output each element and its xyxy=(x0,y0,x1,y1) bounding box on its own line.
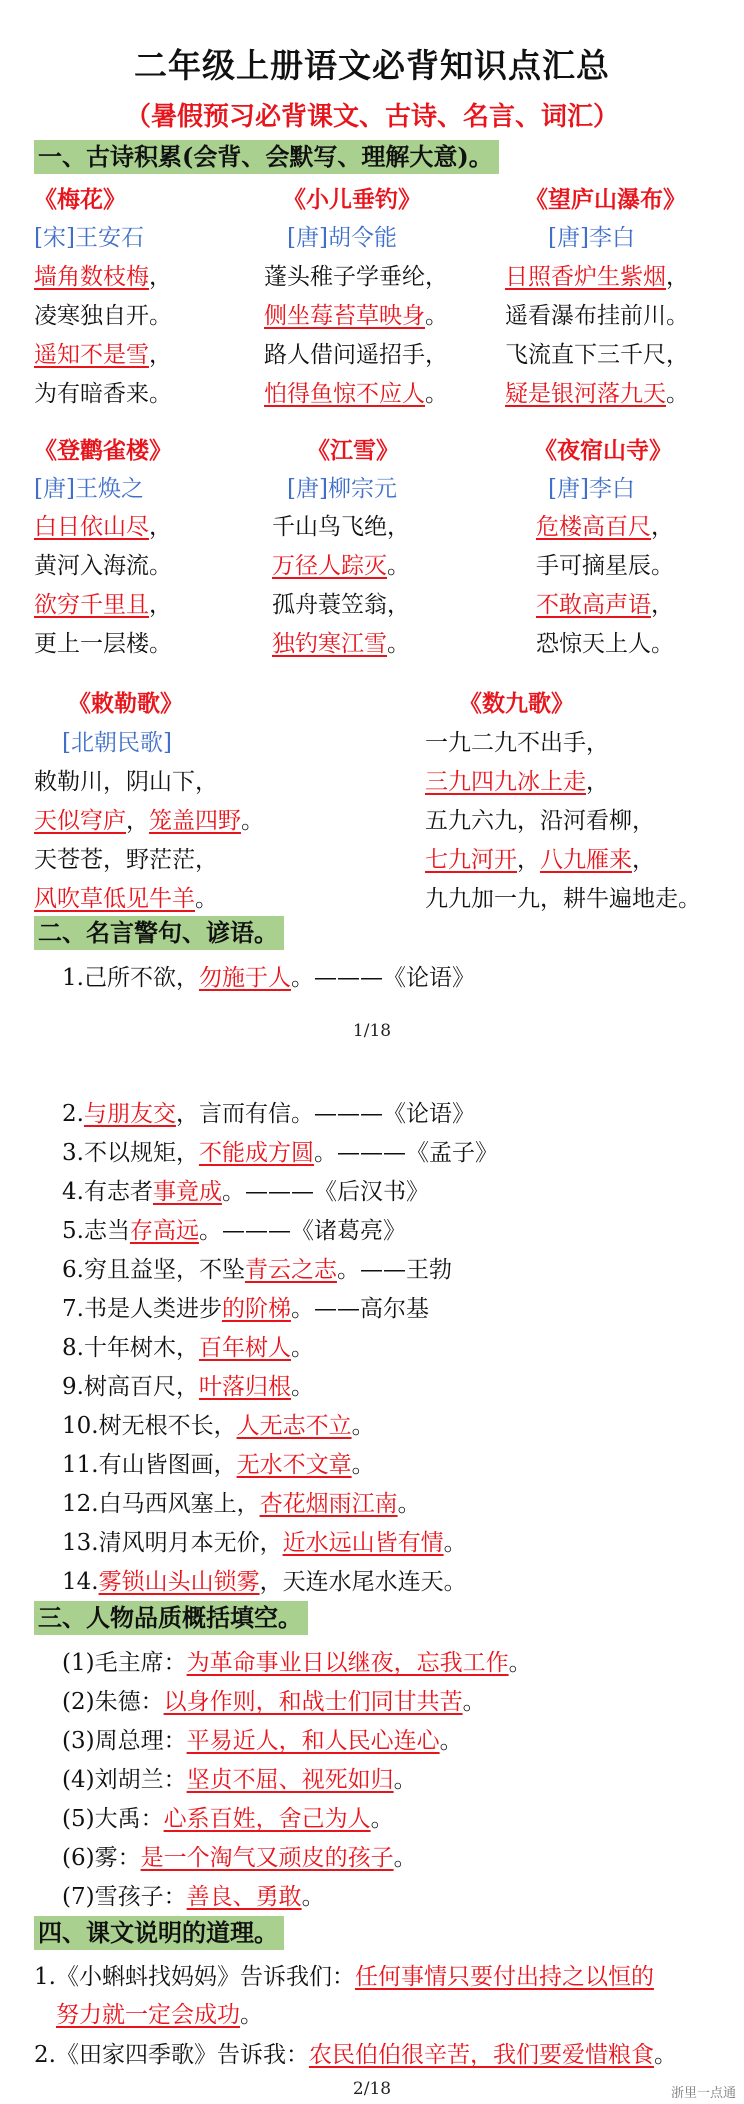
quote-item: 8.十年树木，百年树人。 xyxy=(62,1335,314,1361)
poem-author: [唐]李白 xyxy=(548,476,635,502)
page-title: 二年级上册语文必背知识点汇总 xyxy=(134,46,610,85)
quote-item: 13.清风明月本无价，近水远山皆有情。 xyxy=(62,1530,467,1556)
poem-line: 千山鸟飞绝， xyxy=(272,514,410,540)
poem-line: 孤舟蓑笠翁， xyxy=(272,592,410,618)
poem-line: 疑是银河落九天。 xyxy=(505,381,689,407)
poem-author: [唐]胡令能 xyxy=(287,225,397,251)
poem-title: 《夜宿山寺》 xyxy=(534,437,672,464)
poem-line: 白日依山尽， xyxy=(34,514,172,540)
poem-author: [北朝民歌] xyxy=(62,730,172,756)
quote-item: 1.己所不欲，勿施于人。———《论语》 xyxy=(62,965,475,991)
quote-item: 5.志当存高远。———《诸葛亮》 xyxy=(62,1218,406,1244)
quote-item: 6.穷且益坚，不坠青云之志。——王勃 xyxy=(62,1257,452,1283)
poem-line: 危楼高百尺， xyxy=(536,514,674,540)
person-item: (6)雾：是一个淘气又顽皮的孩子。 xyxy=(62,1845,417,1871)
poem-line: 九九加一九，耕牛遍地走。 xyxy=(425,886,701,912)
poem-title: 《数九歌》 xyxy=(459,690,574,717)
poem-line: 敕勒川，阴山下， xyxy=(34,769,218,795)
quote-item: 9.树高百尺，叶落归根。 xyxy=(62,1374,314,1400)
person-item: (7)雪孩子：善良、勇敢。 xyxy=(62,1884,325,1910)
poem-author: [宋]王安石 xyxy=(34,225,144,251)
person-item: (1)毛主席：为革命事业日以继夜，忘我工作。 xyxy=(62,1650,532,1676)
poem-line: 恐惊天上人。 xyxy=(536,631,674,657)
poem-line: 黄河入海流。 xyxy=(34,553,172,579)
poem-author: [唐]王焕之 xyxy=(34,476,144,502)
poem-title: 《登鹳雀楼》 xyxy=(34,437,172,464)
quote-item: 10.树无根不长，人无志不立。 xyxy=(62,1413,375,1439)
poem-line: 怕得鱼惊不应人。 xyxy=(264,381,448,407)
poem-line: 为有暗香来。 xyxy=(34,381,172,407)
page-subtitle: （暑假预习必背课文、古诗、名言、词汇） xyxy=(124,102,619,132)
poem-line: 遥看瀑布挂前川。 xyxy=(505,303,689,329)
poem-line: 路人借问遥招手， xyxy=(264,342,448,368)
poem-line: 天苍苍，野茫茫， xyxy=(34,847,218,873)
poem-line: 万径人踪灭。 xyxy=(272,553,410,579)
quote-item: 3.不以规矩，不能成方圆。———《孟子》 xyxy=(62,1140,498,1166)
poem-author: [唐]李白 xyxy=(548,225,635,251)
lesson-item-continued: 努力就一定会成功。 xyxy=(56,2002,263,2028)
poem-line: 七九河开，八九雁来， xyxy=(425,847,655,873)
quote-item: 7.书是人类进步的阶梯。——高尔基 xyxy=(62,1296,429,1322)
quote-item: 4.有志者事竟成。———《后汉书》 xyxy=(62,1179,429,1205)
poem-title: 《梅花》 xyxy=(34,186,126,213)
poem-line: 侧坐莓苔草映身。 xyxy=(264,303,448,329)
page-number: 1/18 xyxy=(352,1021,392,1041)
section-header-poems: 一、古诗积累(会背、会默写、理解大意)。 xyxy=(34,140,499,174)
quote-item: 11.有山皆图画，无水不文章。 xyxy=(62,1452,375,1478)
poem-author: [唐]柳宗元 xyxy=(287,476,397,502)
person-item: (2)朱德：以身作则，和战士们同甘共苦。 xyxy=(62,1689,486,1715)
poem-line: 不敢高声语， xyxy=(536,592,674,618)
lesson-item: 1.《小蝌蚪找妈妈》告诉我们：任何事情只要付出持之以恒的 xyxy=(34,1964,654,1990)
quote-item: 14.雾锁山头山锁雾，天连水尾水连天。 xyxy=(62,1569,467,1595)
section-header-quotes: 二、名言警句、谚语。 xyxy=(34,916,284,950)
person-item: (3)周总理：平易近人，和人民心连心。 xyxy=(62,1728,463,1754)
section-header-lessons: 四、课文说明的道理。 xyxy=(34,1916,284,1950)
poem-line: 风吹草低见牛羊。 xyxy=(34,886,218,912)
section-header-persons: 三、人物品质概括填空。 xyxy=(34,1601,308,1635)
poem-line: 手可摘星辰。 xyxy=(536,553,674,579)
poem-line: 天似穹庐，笼盖四野。 xyxy=(34,808,264,834)
poem-line: 独钓寒江雪。 xyxy=(272,631,410,657)
poem-line: 三九四九冰上走， xyxy=(425,769,609,795)
poem-title: 《敕勒歌》 xyxy=(68,690,183,717)
poem-line: 凌寒独自开。 xyxy=(34,303,172,329)
poem-line: 墙角数枝梅， xyxy=(34,264,172,290)
poem-title: 《小儿垂钓》 xyxy=(283,186,421,213)
poem-line: 飞流直下三千尺， xyxy=(505,342,689,368)
poem-line: 日照香炉生紫烟， xyxy=(505,264,689,290)
poem-line: 更上一层楼。 xyxy=(34,631,172,657)
poem-line: 欲穷千里且， xyxy=(34,592,172,618)
poem-line: 蓬头稚子学垂纶， xyxy=(264,264,448,290)
poem-title: 《望庐山瀑布》 xyxy=(525,186,686,213)
poem-title: 《江雪》 xyxy=(307,437,399,464)
page-number: 2/18 xyxy=(352,2079,392,2099)
lesson-item: 2.《田家四季歌》告诉我：农民伯伯很辛苦，我们要爱惜粮食。 xyxy=(34,2042,677,2068)
quote-item: 12.白马西风塞上，杏花烟雨江南。 xyxy=(62,1491,421,1517)
poem-line: 一九二九不出手， xyxy=(425,730,609,756)
person-item: (4)刘胡兰：坚贞不屈、视死如归。 xyxy=(62,1767,417,1793)
person-item: (5)大禹：心系百姓，舍己为人。 xyxy=(62,1806,394,1832)
poem-line: 五九六九，沿河看柳， xyxy=(425,808,655,834)
quote-item: 2.与朋友交，言而有信。———《论语》 xyxy=(62,1101,475,1127)
watermark-text: 浙里一点通 xyxy=(670,2086,736,2101)
poem-line: 遥知不是雪， xyxy=(34,342,172,368)
